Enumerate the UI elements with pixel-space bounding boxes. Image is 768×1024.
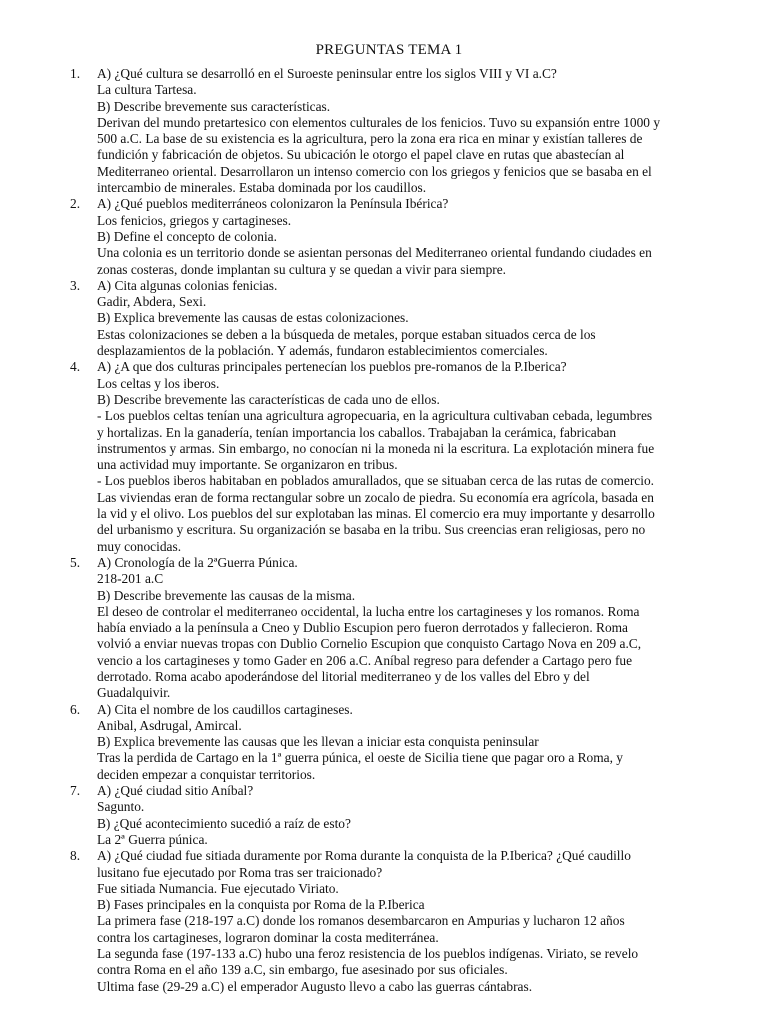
question-text-line: El deseo de controlar el mediterraneo occidental, la lucha entre los cartagineses y los romanos. Roma [97, 603, 640, 619]
question-text-line: La segunda fase (197-133 a.C) hubo una feroz resistencia de los pueblos indígenas. Viriato, se revelo [97, 946, 639, 962]
document-title: PREGUNTAS TEMA 1 [315, 42, 463, 58]
question-text-line: Anibal, Asdrugal, Amircal. [97, 717, 242, 733]
question-item [70, 66, 708, 196]
question-text-line: Estas colonizaciones se deben a la búsqueda de metales, porque estaban situados cerca de los [97, 326, 596, 342]
question-text-line: Una colonia es un territorio donde se asientan personas del Mediterraneo oriental fundando ciudades en [97, 245, 652, 261]
question-text-line: - Los pueblos celtas tenían una agricultura agropecuaria, en la agricultura cultivaban cebada, legumbres [97, 408, 653, 424]
question-text-line: B) Fases principales en la conquista por Roma de la P.Iberica [97, 897, 425, 913]
question-text-line: - Los pueblos iberos habitaban en poblados amurallados, que se situaban cerca de las rutas de comercio. [97, 473, 655, 489]
question-text-line: B) Define el concepto de colonia. [97, 228, 277, 244]
question-text-line: y hortalizas. En la ganadería, tenían importancia los caballos. Trabajaban la cerámica, fabricaban [97, 424, 617, 440]
question-text-line: vencio a los cartagineses y tomo Gader en 206 a.C. Aníbal regreso para defender a Cartago pero fue [97, 652, 633, 668]
question-text-line: Los celtas y los iberos. [97, 375, 220, 391]
question-text-line: A) Cita algunas colonias fenicias. [97, 277, 278, 293]
question-text-line: zonas costeras, donde implantan su cultura y se quedan a vivir para siempre. [97, 261, 507, 277]
question-text-line: instrumentos y armas. Sin embargo, no conocían ni la moneda ni la escritura. La explotación minera fue [97, 440, 655, 456]
question-text-line: La 2ª Guerra púnica. [97, 831, 208, 847]
question-text-line: Los fenicios, griegos y cartagineses. [97, 212, 292, 228]
question-item [70, 359, 708, 555]
question-number: 8. [70, 848, 81, 864]
question-text-line: volvió a enviar nuevas tropas con Dublio Cornelio Escupion que conquisto Cartago Nova en 209 a.C, [97, 636, 642, 652]
question-item [70, 196, 708, 277]
question-text-line: una actividad muy importante. Se organizaron en tribus. [97, 457, 398, 473]
question-number: 5. [70, 554, 81, 570]
question-text-line: fundición y fabricación de objetos. Su ubicación le otorgo el papel clave en rutas que abastecían al [97, 147, 625, 163]
question-text-line: Tras la perdida de Cartago en la 1ª guerra púnica, el oeste de Sicilia tiene que pagar oro a Roma, y [97, 750, 623, 766]
question-text-line: deciden empezar a conquistar territorios. [97, 766, 316, 782]
question-text-line: B) Describe brevemente sus características. [97, 98, 331, 114]
question-text-line: B) Describe brevemente las causas de la misma. [97, 587, 356, 603]
question-text-line: 218-201 a.C [97, 571, 164, 587]
question-text-line: contra los cartagineses, lograron dominar la costa mediterránea. [97, 929, 439, 945]
question-number: 6. [70, 701, 81, 717]
question-number: 2. [70, 196, 81, 212]
question-text-line: Fue sitiada Numancia. Fue ejecutado Viriato. [97, 880, 339, 896]
question-text-line: Derivan del mundo pretartesico con elementos culturales de los fenicios. Tuvo su expansión entre 1000 y [97, 114, 661, 130]
question-item [70, 278, 708, 359]
question-text-line: A) ¿A que dos culturas principales pertenecían los pueblos pre-romanos de la P.Iberica? [97, 359, 567, 375]
question-text-line: contra Roma en el año 139 a.C, sin embargo, fue asesinado por sus oficiales. [97, 962, 508, 978]
question-number: 1. [70, 66, 81, 81]
question-list [70, 66, 708, 995]
question-text-line: B) ¿Qué acontecimiento sucedió a raíz de esto? [97, 815, 351, 831]
question-text-line: A) ¿Qué ciudad sitio Aníbal? [97, 783, 254, 799]
question-item [70, 555, 708, 702]
question-text-line: A) ¿Qué cultura se desarrolló en el Suroeste peninsular entre los siglos VIII y VI a.C? [97, 66, 557, 81]
question-text-line: la vid y el olivo. Los pueblos del sur explotaban las minas. El comercio era muy importante y desarrollo [97, 506, 655, 522]
question-text-line: Mediterraneo oriental. Desarrollaron un intenso comercio con los griegos y fenicios que se basaba en el [97, 163, 652, 179]
question-item [70, 848, 708, 995]
question-text-line: La cultura Tartesa. [97, 82, 197, 98]
question-text-line: A) ¿Qué pueblos mediterráneos colonizaron la Península Ibérica? [97, 196, 449, 212]
question-item [70, 702, 708, 783]
question-text-line: lusitano fue ejecutado por Roma tras ser traicionado? [97, 864, 383, 880]
question-text-line: Gadir, Abdera, Sexi. [97, 294, 207, 310]
question-text-line: 500 a.C. La base de su existencia es la agricultura, pero la zona era rica en minar y existían talleres de [97, 131, 643, 147]
question-text-line: Guadalquivir. [97, 685, 171, 701]
question-number: 3. [70, 277, 81, 293]
question-number: 4. [70, 359, 81, 375]
question-text-line: B) Explica brevemente las causas de estas colonizaciones. [97, 310, 409, 326]
question-text-line: A) ¿Qué ciudad fue sitiada duramente por Roma durante la conquista de la P.Iberica? ¿Qué caudillo [97, 848, 631, 864]
question-text-line: B) Explica brevemente las causas que les llevan a iniciar esta conquista peninsular [97, 734, 539, 750]
question-text-line: A) Cita el nombre de los caudillos cartagineses. [97, 701, 353, 717]
question-text-line: A) Cronología de la 2ªGuerra Púnica. [97, 554, 298, 570]
question-text-line: muy conocidas. [97, 538, 182, 554]
question-text-line: Ultima fase (29-29 a.C) el emperador Augusto llevo a cabo las guerras cántabras. [97, 978, 533, 994]
question-text-line: Las viviendas eran de forma rectangular sobre un zocalo de piedra. Su economía era agrícola, basada en [97, 489, 654, 505]
question-text-line: derrotado. Roma acabo apoderándose del litorial mediterraneo y de los valles del Ebro y del [97, 668, 590, 684]
question-text-line: intercambio de minerales. Estaba dominada por los caudillos. [97, 180, 427, 196]
question-text-line: Sagunto. [97, 799, 145, 815]
question-text-line: B) Describe brevemente las características de cada uno de ellos. [97, 391, 440, 407]
question-text-line: La primera fase (218-197 a.C) donde los romanos desembarcaron en Ampurias y lucharon 12 años [97, 913, 625, 929]
question-item [70, 783, 708, 848]
question-text-line: del urbanismo y escritura. Su organización se basaba en la tribu. Sus creencias eran religiosas, pero no [97, 522, 646, 538]
question-text-line: había enviado a la península a Cneo y Dublio Escupion pero fueron derrotados y fallecieron. Roma [97, 620, 628, 636]
question-number: 7. [70, 783, 81, 799]
question-text-line: desplazamientos de la población. Y además, fundaron establecimientos comerciales. [97, 343, 548, 359]
